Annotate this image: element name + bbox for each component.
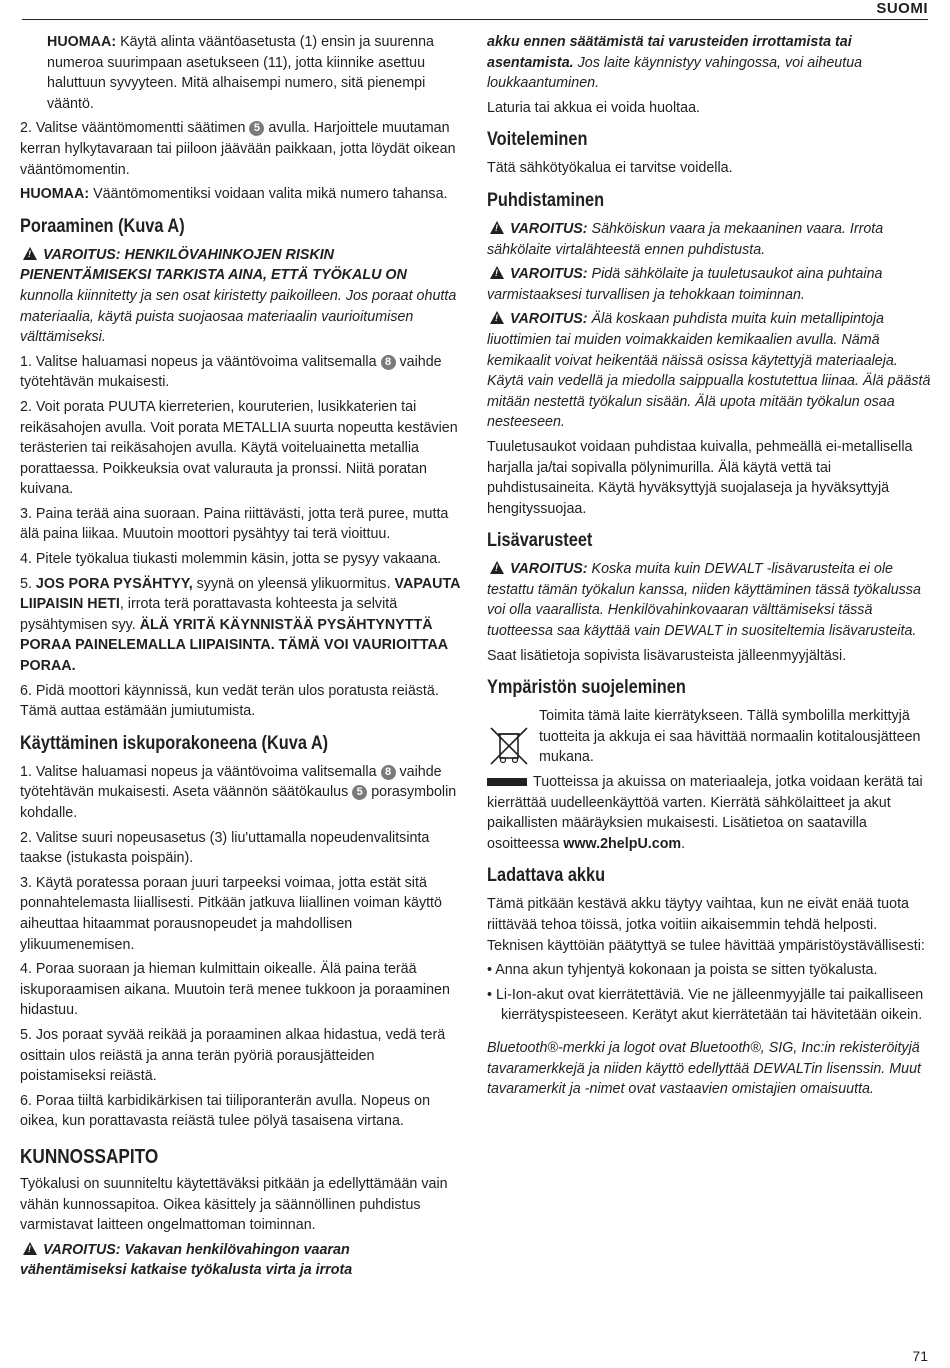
crossed-bin-icon [487, 726, 531, 766]
battery-bullet-1: • Anna akun tyhjentyä kokonaan ja poista se sitten työkalusta. [487, 962, 878, 979]
warning-icon [23, 1242, 37, 1255]
warning-icon [490, 561, 504, 574]
hammer-step-3: 3. Käytä poratessa poraan juuri tarpeeksi voimaa, jotta estät sitä ponnahtelemasta liiallisesti. Pitkään jatkuva liiallinen voiman käyttö aiheuttaa hitaammat porausnopeudet ja mahdollisen ylikuumenemisen. [20, 874, 442, 953]
number-badge: 5 [352, 785, 367, 800]
hammer-step-1: 1. Valitse haluamasi nopeus ja vääntövoima valitsemalla 8 vaihde työtehtävän mukaisesti. Aseta väännön säätökaulus 5 porasymbolin kohdalle. [20, 763, 457, 821]
left-column [20, 32, 460, 1285]
drill-step-3: 3. Paina terää aina suoraan. Paina riittävästi, jotta terä puree, mutta älä paina liikaa. Muutoin moottori pysähtyy tai terä vioittuu. [20, 505, 449, 543]
maintenance-heading: KUNNOSSAPITO [20, 1145, 159, 1168]
recycling-block [487, 706, 933, 768]
accessories-heading: Lisävarusteet [487, 530, 593, 552]
note-2: HUOMAA: Vääntömomentiksi voidaan valita mikä numero tahansa. [20, 186, 448, 203]
cleaning-warning-2: !VAROITUS: Pidä sähkölaite ja tuuletusaukot aina puhtaina varmistaaksesi turvallisen ja tehokkaan toiminnan. [487, 264, 933, 305]
language-label: SUOMI [876, 0, 928, 17]
recycling-text-2: Tuotteissa ja akuissa on materiaaleja, jotka voidaan kerätä tai kierrättää uudelleenkäyttöä varten. Kierrätä sähkölaitteet ja akut paikallisten määräyksien mukaisesti. Lisätietoa on saatavilla osoitteessa www.2helpU.com. [487, 774, 923, 852]
lubrication-heading: Voiteleminen [487, 129, 588, 151]
black-bar-icon [487, 778, 527, 786]
number-badge: 8 [381, 765, 396, 780]
environment-heading: Ympäristön suojeleminen [487, 677, 686, 699]
drill-step-2: 2. Voit porata PUUTA kierreterien, kouruterien, lusikkaterien tai reikäsahojen avulla. Voit porata METALLIA suurta nopeutta kestävien terästerien tai reikäsahojen avulla. Käytä voiteluainetta metallia porattaessa. Poikkeuksia ovat valurauta ja pronssi. Niitä poratan kuivana. [20, 398, 458, 498]
accessories-warning: !VAROITUS: Koska muita kuin DEWALT -lisävarusteita ei ole testattu tämän työkalun kanssa, niiden käyttäminen tässä työkalussa voi olla vaarallista. Henkilövahinkovaaran välttämiseksi tässä tuotteessa saa käyttää vain DEWALT in suositeltemia lisävarusteita. [487, 559, 933, 641]
recycling-text: Toimita tämä laite kierrätykseen. Tällä symbolilla merkittyjä tuotteita ja akkuja ei saa hävittää normaalin kotitalousjätteen mukana. [539, 708, 921, 766]
cleaning-warning-1: !VAROITUS: Sähköiskun vaara ja mekaaninen vaara. Irrota sähkölaite virtalähteestä ennen puhdistusta. [487, 219, 933, 260]
cleaning-text: Tuuletusaukot voidaan puhdistaa kuivalla, pehmeällä ei-metallisella harjalla ja/tai sopivalla pölynimurilla. Älä käytä vettä tai puhdistusaineita. Käytä hyväksyttyjä suojalaseja ja hyväksyttyjä hengityssuojaa. [487, 438, 913, 517]
warning-icon [23, 247, 37, 260]
hammer-step-2: 2. Valitse suuri nopeusasetus (3) liu'uttamalla nopeudenvalitsinta taakse (istukasta poispäin). [20, 829, 430, 867]
battery-text: Tämä pitkään kestävä akku täytyy vaihtaa, kun ne eivät enää tuota riittävää tehoa töissä, jotka voitiin aikaisemmin tehdä helposti. Teknisen käyttöiän päätyttyä se tulee hävittää ympäristöystävällisesti: [487, 896, 925, 954]
step-2: 2. Valitse vääntömomentti säätimen 5 avulla. Harjoittele muutaman kerran hylkytavaraan tai piiloon jäävään paikkaan, jotta löydät oikean vääntömomentin. [20, 120, 456, 178]
lubrication-text: Tätä sähkötyökalua ei tarvitse voidella. [487, 160, 733, 177]
warning-icon [490, 266, 504, 279]
hammer-step-6: 6. Poraa tiiltä karbidikärkisen tai tiiliporanterän avulla. Nopeus on oikea, kun porattavasta reiästä tulee pölyä tasaisena virtana. [20, 1092, 431, 1130]
website-link[interactable]: www.2helpU.com [563, 835, 682, 852]
battery-bullet-2: • Li-Ion-akut ovat kierrätettäviä. Vie ne jälleenmyyjälle tai paikalliseen kierrätyspisteeseen. Kerätyt akut kierrätetään tai hävitetään oikein. [487, 986, 924, 1024]
maintenance-text: Työkalusi on suunniteltu käytettäväksi pitkään ja edellyttämään vain vähän kunnossapitoa. Oikea käsittely ja säännöllinen puhdistus varmistavat laitteen ongelmattoman toiminnan. [20, 1175, 448, 1234]
number-badge: 5 [249, 121, 264, 136]
header-rule [22, 19, 928, 20]
right-column [487, 32, 933, 1104]
hammer-step-5: 5. Jos poraat syvää reikää ja poraaminen alkaa hidastua, vedä terä osittain ulos reiästä ja anna terän pyöriä porausjätteiden poistamiseksi reiästä. [20, 1026, 446, 1085]
bluetooth-trademark: Bluetooth®-merkki ja logot ovat Bluetooth®, SIG, Inc:in rekisteröityjä tavaramerkkejä ja niiden käyttö edellyttää DEWALTin lisenssin. Muut tavaramerkit ja -nimet ovat vastaavien omistajien omaisuutta. [487, 1039, 922, 1098]
warning-continuation: akku ennen säätämistä tai varusteiden irrottamista tai asentamista. Jos laite käynnistyy vahingossa, voi aiheutua loukkaantuminen. [487, 34, 863, 92]
hammer-drill-heading: Käyttäminen iskuporakoneena (Kuva A) [20, 732, 329, 754]
note-1: HUOMAA: Käytä alinta vääntöasetusta (1) ensin ja suurenna numeroa suurimpaan asetukseen (11), jotta kiinnike asettuu haluttuun syvyyteen. Mitä alhaisempi numero, sitä pienempi vääntö. [47, 34, 435, 112]
page-number: 71 [912, 1348, 928, 1364]
accessories-text: Saat lisätietoja sopivista lisävarusteista jälleenmyyjältäsi. [487, 647, 847, 664]
battery-heading: Ladattava akku [487, 865, 606, 887]
drill-step-6: 6. Pidä moottori käynnissä, kun vedät terän ulos poratusta reiästä. Tämä auttaa estämään jumiutumista. [20, 682, 439, 720]
drilling-heading: Poraaminen (Kuva A) [20, 215, 185, 237]
cleaning-heading: Puhdistaminen [487, 189, 605, 211]
drill-step-1: 1. Valitse haluamasi nopeus ja vääntövoima valitsemalla 8 vaihde työtehtävän mukaisesti. [20, 353, 442, 391]
drilling-warning: !VAROITUS: HENKILÖVAHINKOJEN RISKIN PIENENTÄMISEKSI TARKISTA AINA, ETTÄ TYÖKALU ON kunnolla kiinnitetty ja sen osat kiristetty paikoilleen. Jos poraat ohutta materiaalia, käytä puista suojaosaa materiaalin vaurioitumisen välttämiseksi. [20, 245, 460, 348]
maintenance-warning: !VAROITUS: Vakavan henkilövahingon vaaran vähentämiseksi katkaise työkalusta virta ja irrota [20, 1240, 460, 1281]
number-badge: 8 [381, 355, 396, 370]
charger-note: Laturia tai akkua ei voida huoltaa. [487, 99, 701, 116]
warning-icon [490, 221, 504, 234]
cleaning-warning-3: !VAROITUS: Älä koskaan puhdista muita kuin metallipintoja liuottimien tai muiden voimakkaiden kemikaalien avulla. Nämä kemikaalit voivat heikentää näissä osissa käytettyjä materiaaleja. Käytä vain vedellä ja miedolla saippualla kostutettua liinaa. Älä päästä mitään nestettä työkalun sisään. Älä upota mitään työkalun osaa nesteeseen. [487, 309, 933, 433]
hammer-step-4: 4. Poraa suoraan ja hieman kulmittain oikealle. Älä paina terää iskuporaamisen aikana. Muutoin terä menee tukkoon ja poraaminen hidastuu. [20, 961, 450, 1019]
drill-step-5: 5. JOS PORA PYSÄHTYY, syynä on yleensä ylikuormitus. VAPAUTA LIIPAISIN HETI, irrota terä porattavasta kohteesta ja selvitä pysähtymisen syy. ÄLÄ YRITÄ KÄYNNISTÄÄ PYSÄHTYNYTTÄ PORAA PAINELEMALLA LIIPAISINTA. TÄMÄ VOI VAURIOITTAA PORAA. [20, 575, 460, 675]
warning-icon [490, 311, 504, 324]
drill-step-4: 4. Pitele työkalua tiukasti molemmin käsin, jotta se pysyy vakaana. [20, 551, 442, 568]
